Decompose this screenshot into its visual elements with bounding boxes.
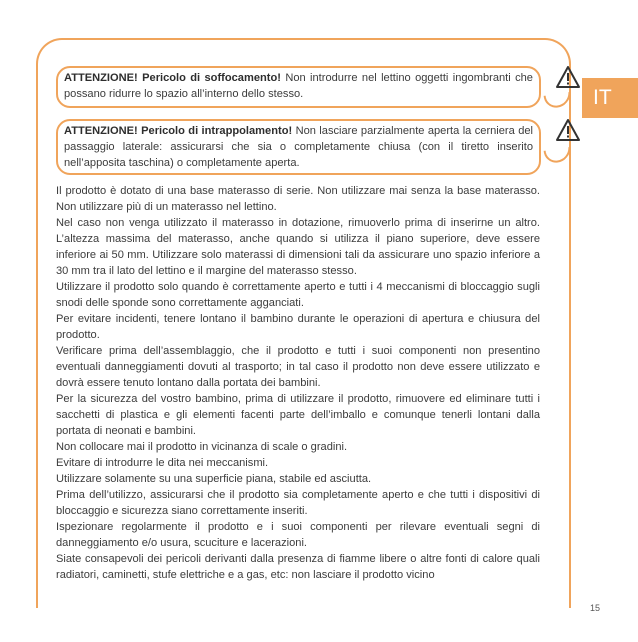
paragraph: Utilizzare solamente su una superficie piana, stabile ed asciutta.	[56, 473, 372, 485]
paragraph: Non collocare mai il prodotto in vicinanza di scale o gradini.	[56, 441, 348, 453]
warning-suffocation-title: ATTENZIONE! Pericolo di soffocamento!	[64, 72, 281, 84]
paragraph: Per evitare incidenti, tenere lontano il bambino durante le operazioni di apertura e chiusura del prodotto.	[56, 313, 540, 341]
instructions-body	[56, 183, 540, 583]
paragraph: Verificare prima dell’assemblaggio, che il prodotto e tutti i suoi componenti non presentino eventuali danneggiamenti dovuti al trasporto; in tal caso il prodotto non deve essere utilizzato e dovrà essere tenuto lontano dalla portata dei bambini.	[56, 345, 540, 389]
paragraph: Per la sicurezza del vostro bambino, prima di utilizzare il prodotto, rimuovere ed eliminare tutti i sacchetti di plastica e gli elementi facenti parte dell’imballo e comunque tenerli lontani dalla portata di neonati e bambini.	[56, 393, 540, 437]
warning-suffocation	[56, 66, 541, 108]
paragraph: Nel caso non venga utilizzato il materasso in dotazione, rimuoverlo prima di inserirne un altro. L’altezza massima del materasso, anche quando si utilizza il piano superiore, deve essere inferiore ai 50 mm. Utilizzare solo materassi di dimensioni tali da assicurare uno spazio inferiore a 30 mm tra il lato del lettino e il margine del materasso stesso.	[56, 217, 540, 277]
warning-triangle-icon	[555, 118, 581, 142]
warning-entrapment-title: ATTENZIONE! Pericolo di intrappolamento!	[64, 125, 293, 137]
paragraph: Il prodotto è dotato di una base materasso di serie. Non utilizzare mai senza la base materasso. Non utilizzare più di un materasso nel lettino.	[56, 185, 540, 213]
warning-suffocation-text: Non introdurre nel lettino oggetti ingombranti che possano ridurre lo spazio all’interno dello stesso.	[64, 72, 533, 100]
paragraph: Utilizzare il prodotto solo quando è correttamente aperto e tutti i 4 meccanismi di bloccaggio sugli snodi delle sponde sono correttamente agganciati.	[56, 281, 540, 309]
warning-entrapment	[56, 119, 541, 175]
page-number: 15	[590, 603, 601, 613]
paragraph: Ispezionare regolarmente il prodotto e i suoi componenti per rilevare eventuali segni di danneggiamento e/o usura, scuciture e lacerazioni.	[56, 521, 540, 549]
paragraph: Siate consapevoli dei pericoli derivanti dalla presenza di fiamme libere o altre fonti di calore quali radiatori, caminetti, stufe elettriche e a gas, etc: non lasciare il prodotto vicino	[56, 553, 540, 581]
language-tab: IT	[582, 78, 638, 118]
paragraph: Evitare di introdurre le dita nei meccanismi.	[56, 457, 269, 469]
warning-triangle-icon	[555, 65, 581, 89]
paragraph: Prima dell’utilizzo, assicurarsi che il prodotto sia completamente aperto e che tutti i dispositivi di bloccaggio e sicurezza siano correttamente inseriti.	[56, 489, 540, 517]
warning-entrapment-text: Non lasciare parzialmente aperta la cerniera del passaggio laterale: assicurarsi che sia o completamente chiusa (con il tiretto inserito nell’apposita taschina) o completamente aperta.	[64, 125, 533, 169]
